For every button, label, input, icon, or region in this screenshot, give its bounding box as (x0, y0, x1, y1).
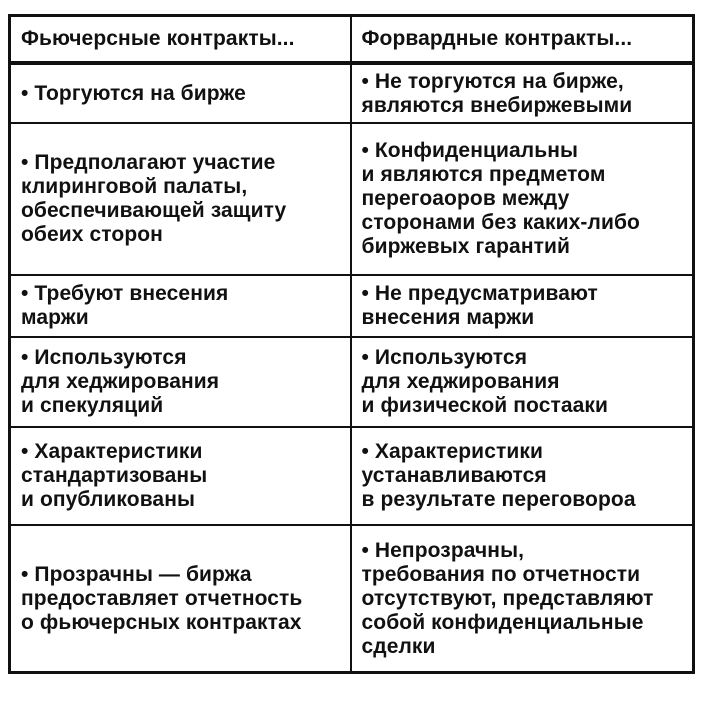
table-row (10, 123, 694, 275)
table-row (10, 525, 694, 673)
cell-text: • Не предусматривают внесения маржи (361, 282, 598, 329)
table-row (10, 63, 694, 123)
cell-text: • Не торгуются на бирже, являются внебиржевыми (361, 69, 633, 117)
forwards-cell (351, 275, 694, 337)
header-futures: Фьючерсные контракты... (10, 16, 351, 64)
futures-cell (10, 63, 351, 123)
table-row (10, 427, 694, 525)
cell-text: • Характеристики устанавливаются в результате переговороа (361, 440, 636, 511)
table-row (10, 337, 694, 427)
futures-cell (10, 427, 351, 525)
header-forwards: Форвардные контракты... (351, 16, 694, 64)
forwards-cell (351, 525, 694, 673)
cell-text: • Используются для хеджирования и физической постааки (361, 346, 609, 417)
futures-cell (10, 123, 351, 275)
futures-cell (10, 525, 351, 673)
comparison-table-wrapper (8, 14, 692, 674)
cell-text: • Используются для хеджирования и спекуляций (21, 346, 220, 417)
forwards-cell (351, 427, 694, 525)
cell-text: • Прозрачны — биржа предоставляет отчетность о фьючерсных контрактах (21, 562, 303, 634)
futures-cell (10, 275, 351, 337)
cell-text: • Требуют внесения маржи (21, 282, 229, 329)
cell-text: • Непрозрачны, требования по отчетности отсутствуют, представляют собой конфиденциальные сделки (361, 538, 654, 658)
futures-cell (10, 337, 351, 427)
futures-vs-forwards-table (8, 14, 695, 674)
cell-text: • Торгуются на бирже (21, 81, 246, 105)
cell-text: • Конфиденциальны и являются предметом перегоаоров между сторонами без каких-либо биржевых гарантий (361, 139, 640, 258)
table-header-row (10, 16, 694, 64)
forwards-cell (351, 63, 694, 123)
cell-text: • Предполагают участие клиринговой палаты, обеспечивающей защиту обеих сторон (21, 151, 287, 246)
forwards-cell (351, 123, 694, 275)
cell-text: • Характеристики стандартизованы и опубликованы (21, 440, 208, 511)
table-row (10, 275, 694, 337)
forwards-cell (351, 337, 694, 427)
